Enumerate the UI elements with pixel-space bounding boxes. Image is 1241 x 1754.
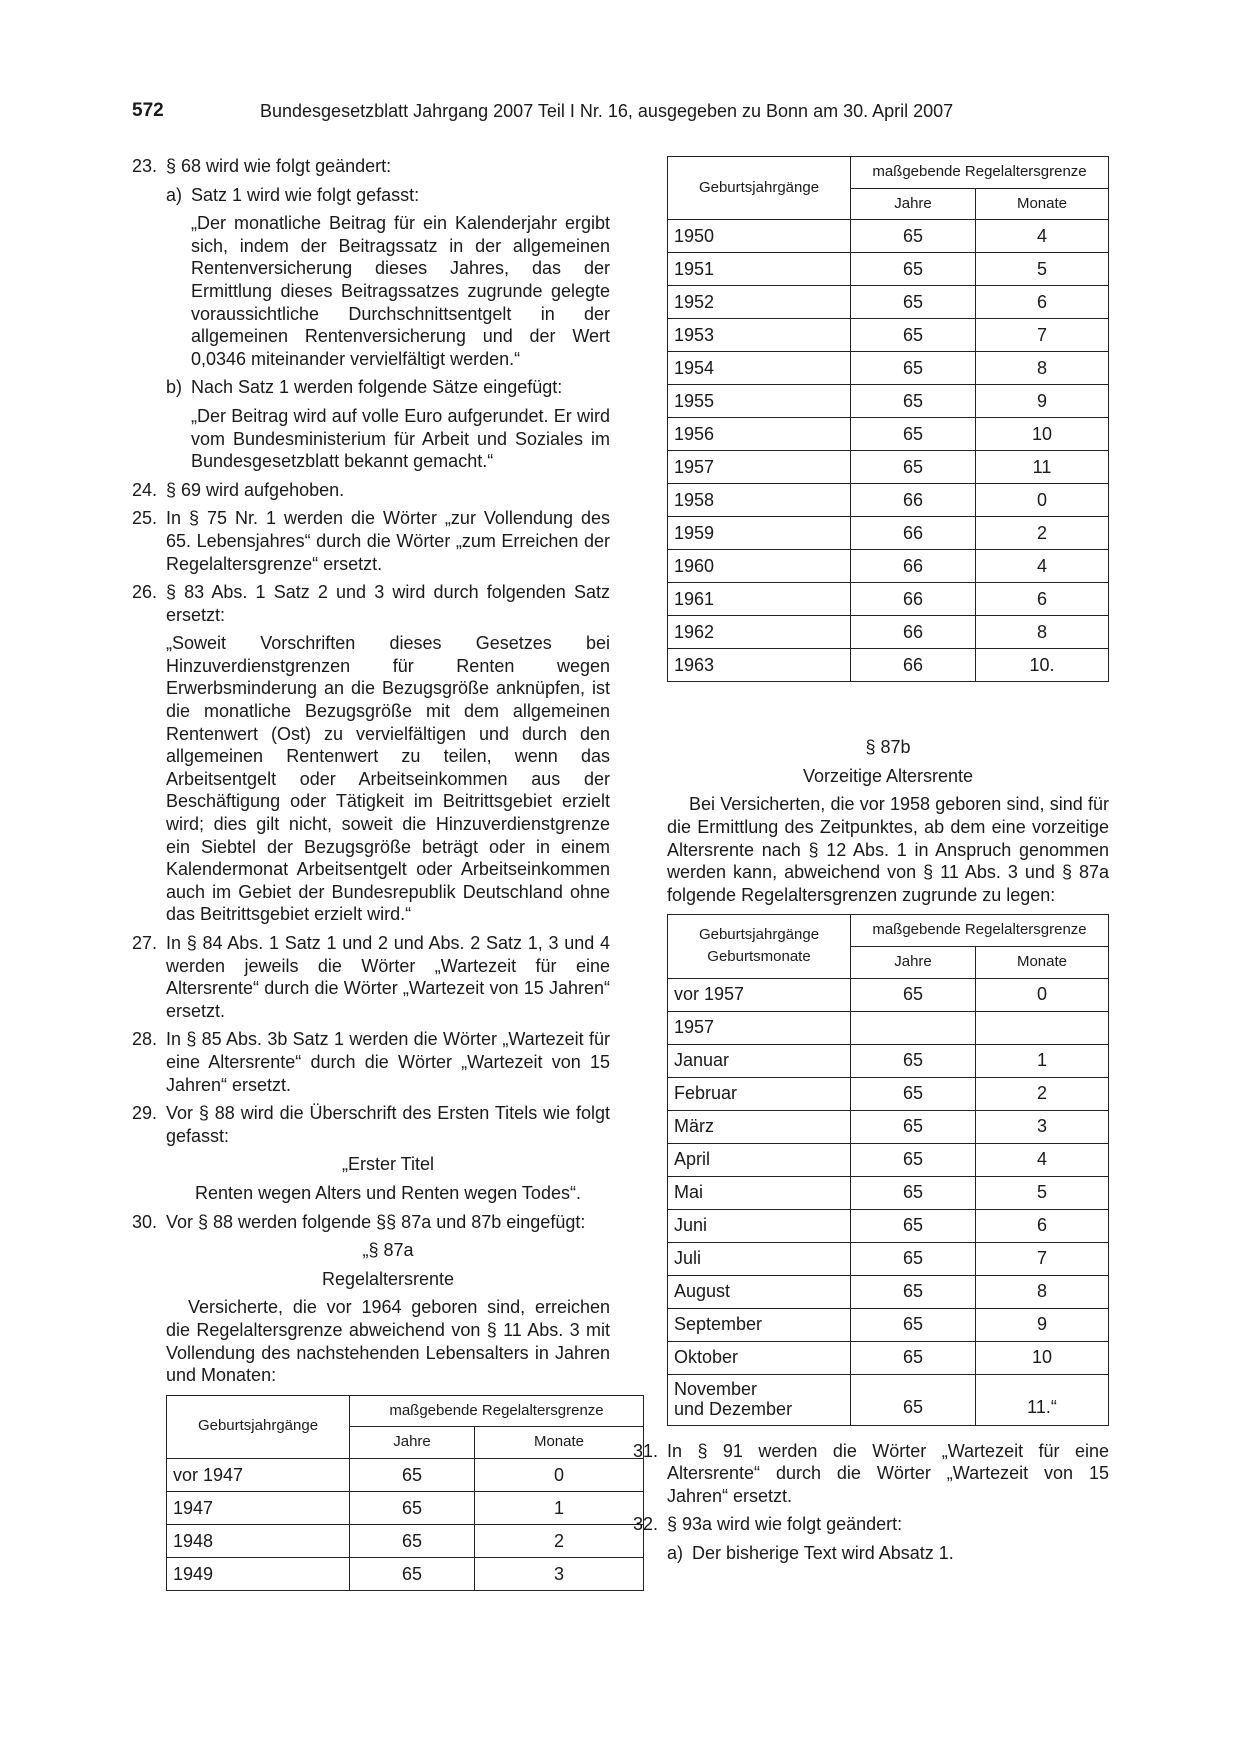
cell-months: 8: [976, 616, 1109, 649]
column-header-birth-year-month: [668, 915, 851, 978]
column-header-birth-year: Geburtsjahrgänge: [668, 157, 851, 220]
sub-item-letter: a): [667, 1542, 684, 1563]
table-row: [668, 1176, 1109, 1209]
cell-months: 7: [976, 319, 1109, 352]
cell-birth-period: März: [668, 1110, 851, 1143]
cell-years: 65: [851, 220, 976, 253]
column-header-months: Monate: [976, 946, 1109, 978]
left-column: [132, 155, 610, 1591]
table-row: [167, 1491, 644, 1524]
section-heading: „§ 87a: [362, 1240, 414, 1261]
list-item: [132, 155, 610, 178]
item-number: 29.: [132, 1103, 158, 1124]
table-row: [668, 1374, 1109, 1425]
cell-birth-year: 1963: [668, 649, 851, 682]
column-header-group: maßgebende Regelaltersgrenze: [851, 157, 1109, 189]
list-item: [132, 479, 610, 502]
table-row: [668, 1275, 1109, 1308]
gazette-title: Bundesgesetzblatt Jahrgang 2007 Teil I Nr. 16, ausgegeben zu Bonn am 30. April 2007: [260, 101, 954, 121]
cell-years: 65: [851, 1044, 976, 1077]
sub-item: [166, 184, 610, 207]
cell-years: 65: [851, 1176, 976, 1209]
cell-birth-year: 1954: [668, 352, 851, 385]
item-text: § 69 wird aufgehoben.: [166, 479, 345, 500]
item-number: 26.: [132, 582, 158, 603]
column-header-months: Monate: [475, 1427, 644, 1459]
cell-years: 65: [851, 1341, 976, 1374]
cell-line-december: und Dezember: [674, 1398, 793, 1419]
column-header-years: Jahre: [350, 1427, 475, 1459]
item-number: 31.: [633, 1440, 659, 1461]
sub-item-letter: a): [166, 184, 183, 205]
table-header-row: [668, 157, 1109, 189]
item-number: 23.: [132, 156, 158, 176]
cell-birth-period: Oktober: [668, 1341, 851, 1374]
cell-months: [976, 1011, 1109, 1044]
cell-months: 6: [976, 583, 1109, 616]
cell-birth-period: Juli: [668, 1242, 851, 1275]
cell-years: 66: [851, 583, 976, 616]
table-row: [668, 1209, 1109, 1242]
sub-item-letter: b): [166, 377, 183, 398]
cell-months: 2: [976, 1077, 1109, 1110]
sub-item-text: Nach Satz 1 werden folgende Sätze eingefügt:: [191, 377, 563, 398]
cell-years: 65: [851, 1374, 976, 1425]
cell-birth-period: September: [668, 1308, 851, 1341]
table-row: [668, 517, 1109, 550]
table-row: [668, 978, 1109, 1011]
cell-years: 65: [851, 1242, 976, 1275]
header-line-years: Geburtsjahrgänge: [698, 925, 820, 943]
cell-birth-year: 1957: [668, 451, 851, 484]
cell-birth-year: 1953: [668, 319, 851, 352]
cell-months: 7: [976, 1242, 1109, 1275]
item-number: 25.: [132, 508, 158, 529]
column-header-years: Jahre: [851, 946, 976, 978]
section-paragraph: Bei Versicherten, die vor 1958 geboren sind, sind für die Ermittlung des Zeitpunktes, ab dem eine vorzeitige Altersrente nach § 12 Abs. 1 in Anspruch genommen werden kann, abweichend von § 11 Abs. 3 und § 87a folgende Regelaltersgrenzen zugrunde zu legen:: [667, 794, 1109, 905]
cell-months: 0: [475, 1458, 644, 1491]
list-item: [132, 1102, 610, 1147]
cell-years: 65: [851, 319, 976, 352]
cell-months: 9: [976, 385, 1109, 418]
cell-months: 1: [475, 1491, 644, 1524]
table-row: [668, 1308, 1109, 1341]
table-row: [668, 352, 1109, 385]
item-text: In § 84 Abs. 1 Satz 1 und 2 und Abs. 2 Satz 1, 3 und 4 werden jeweils die Wörter „Wartezeit für eine Altersrente“ durch die Wörter „Wartezeit von 15 Jahren“ ersetzt.: [166, 933, 610, 1021]
cell-years: 65: [350, 1491, 475, 1524]
item-number: 24.: [132, 479, 158, 500]
cell-years: 66: [851, 649, 976, 682]
table-row: [668, 253, 1109, 286]
cell-months: 10: [976, 418, 1109, 451]
item-number: 30.: [132, 1211, 158, 1232]
item-text: § 93a wird wie folgt geändert:: [667, 1514, 903, 1535]
list-item: [132, 1211, 610, 1234]
cell-birth-year: 1961: [668, 583, 851, 616]
cell-birth-year: 1950: [668, 220, 851, 253]
cell-months: 3: [475, 1557, 644, 1590]
table-row: [668, 1044, 1109, 1077]
cell-birth-period: vor 1957: [668, 978, 851, 1011]
cell-birth-year: 1949: [167, 1557, 350, 1590]
section-title: Vorzeitige Altersrente: [802, 765, 974, 786]
table-header-row: [668, 915, 1109, 947]
cell-months: 6: [976, 1209, 1109, 1242]
list-item: [633, 1440, 1109, 1508]
item-number: 27.: [132, 933, 158, 953]
page-number: 572: [132, 100, 164, 121]
list-item: [132, 581, 610, 626]
cell-years: 65: [350, 1557, 475, 1590]
cell-years: 66: [851, 616, 976, 649]
cell-years: 65: [350, 1524, 475, 1557]
sub-item-text: Satz 1 wird wie folgt gefasst:: [191, 184, 420, 205]
section-paragraph: Versicherte, die vor 1964 geboren sind, erreichen die Regelaltersgrenze abweichend von § 11 Abs. 3 mit Vollendung des nachstehenden Lebensalters in Jahren und Monaten:: [166, 1297, 610, 1386]
cell-years: 66: [851, 550, 976, 583]
table-row: [668, 451, 1109, 484]
column-header-group: maßgebende Regelaltersgrenze: [350, 1395, 644, 1427]
cell-birth-period: April: [668, 1143, 851, 1176]
cell-months: 1: [976, 1044, 1109, 1077]
cell-years: [851, 1011, 976, 1044]
cell-years: 65: [350, 1458, 475, 1491]
table-row: [668, 319, 1109, 352]
cell-months: 9: [976, 1308, 1109, 1341]
table-row: [167, 1458, 644, 1491]
cell-years: 65: [851, 286, 976, 319]
header-line-months: Geburtsmonate: [707, 948, 811, 966]
table-row: [668, 1242, 1109, 1275]
table-row: [668, 418, 1109, 451]
cell-months: 3: [976, 1110, 1109, 1143]
page-header: [132, 100, 1110, 126]
cell-months: 4: [976, 1143, 1109, 1176]
cell-months: 2: [976, 517, 1109, 550]
cell-years: 66: [851, 484, 976, 517]
table-row: [668, 220, 1109, 253]
column-header-group: maßgebende Regelaltersgrenze: [851, 915, 1109, 947]
cell-birth-year: 1962: [668, 616, 851, 649]
cell-months: 10: [976, 1341, 1109, 1374]
right-column: [633, 156, 1109, 1571]
cell-birth-year: 1948: [167, 1524, 350, 1557]
cell-birth-period: [668, 1374, 851, 1425]
table-row: [668, 649, 1109, 682]
age-limit-table: [166, 1395, 644, 1591]
table-row: [668, 286, 1109, 319]
table-row: [668, 385, 1109, 418]
cell-months: 5: [976, 1176, 1109, 1209]
cell-birth-year: 1947: [167, 1491, 350, 1524]
cell-years: 66: [851, 517, 976, 550]
item-text: In § 85 Abs. 3b Satz 1 werden die Wörter „Wartezeit für eine Altersrente“ durch die Wörter „Wartezeit von 15 Jahren“ ersetzt.: [166, 1029, 610, 1095]
cell-months: 8: [976, 1275, 1109, 1308]
list-item: [633, 1513, 1109, 1536]
item-text: Vor § 88 wird die Überschrift des Ersten Titels wie folgt gefasst:: [166, 1103, 610, 1146]
table-row: [167, 1557, 644, 1590]
table-row: [167, 1524, 644, 1557]
cell-line-november: November: [674, 1378, 758, 1399]
cell-birth-year: 1952: [668, 286, 851, 319]
cell-months: 0: [976, 978, 1109, 1011]
table-row: [668, 484, 1109, 517]
sub-item-text: Der bisherige Text wird Absatz 1.: [692, 1542, 954, 1563]
cell-years: 65: [851, 1077, 976, 1110]
cell-years: 65: [851, 253, 976, 286]
item-text: In § 91 werden die Wörter „Wartezeit für eine Altersrente“ durch die Wörter „Wartezeit von 15 Jahren“ ersetzt.: [667, 1440, 1109, 1506]
quoted-text: „Der monatliche Beitrag für ein Kalenderjahr ergibt sich, indem der Beitragssatz in der allgemeinen Rentenversicherung dieses Jahres, das der Ermittlung dieses Beitragssatzes zugrunde gelegte voraussichtliche Durchschnittsentgelt in der allgemeinen Rentenversicherung und der Wert 0,0346 miteinander vervielfältigt werden.“: [191, 213, 610, 369]
column-header-birth-year: Geburtsjahrgänge: [167, 1395, 350, 1458]
cell-birth-year: 1955: [668, 385, 851, 418]
title-heading: „Erster Titel: [341, 1154, 434, 1175]
quoted-text: „Der Beitrag wird auf volle Euro aufgerundet. Er wird vom Bundesministerium für Arbeit und Soziales im Bundesgesetzblatt bekannt gemacht.“: [191, 405, 610, 472]
cell-years: 65: [851, 418, 976, 451]
cell-birth-period: August: [668, 1275, 851, 1308]
table-row: [668, 1341, 1109, 1374]
cell-months: 10.: [976, 649, 1109, 682]
cell-birth-year: 1956: [668, 418, 851, 451]
cell-years: 65: [851, 1308, 976, 1341]
list-item: [132, 1028, 610, 1096]
cell-months: 4: [976, 550, 1109, 583]
table-row: [668, 1110, 1109, 1143]
table-row: [668, 616, 1109, 649]
cell-birth-year: 1951: [668, 253, 851, 286]
item-number: 32.: [633, 1514, 659, 1535]
sub-item: [166, 376, 610, 399]
title-subheading: Renten wegen Alters und Renten wegen Todes“.: [195, 1182, 581, 1203]
cell-months: 8: [976, 352, 1109, 385]
list-item: [132, 932, 610, 1022]
sub-item: [667, 1542, 1109, 1565]
table-row: [668, 1077, 1109, 1110]
cell-birth-period: 1957: [668, 1011, 851, 1044]
cell-years: 65: [851, 1275, 976, 1308]
cell-months: 6: [976, 286, 1109, 319]
section-heading: § 87b: [865, 737, 911, 758]
cell-years: 65: [851, 978, 976, 1011]
cell-years: 65: [851, 1110, 976, 1143]
cell-birth-year: vor 1947: [167, 1458, 350, 1491]
cell-months: 11.“: [976, 1374, 1109, 1425]
quoted-text: „Soweit Vorschriften dieses Gesetzes bei Hinzuverdienstgrenzen für Renten wegen Erwerbsminderung an die Bezugsgröße anknüpfen, ist die monatliche Bezugsgröße mit dem allgemeinen Rentenwert (Ost) zu vervielfältigen und durch den allgemeinen Rentenwert zu teilen, wenn das Arbeitsentgelt oder Arbeitseinkommen aus der Beschäftigung oder Tätigkeit im Beitrittsgebiet erzielt wird; dies gilt nicht, soweit die Hinzuverdienstgrenze ein Siebtel der Bezugsgröße beträgt oder in einem Kalendermonat Arbeitsentgelt oder Arbeitseinkommen auch im Gebiet der Bundesrepublik Deutschland ohne das Beitrittsgebiet erzielt wird.“: [166, 633, 610, 925]
age-limit-table-continued: [667, 156, 1109, 682]
cell-years: 65: [851, 1143, 976, 1176]
cell-years: 65: [851, 451, 976, 484]
early-retirement-table: [667, 914, 1109, 1425]
column-header-years: Jahre: [851, 188, 976, 220]
cell-months: 4: [976, 220, 1109, 253]
item-number: 28.: [132, 1029, 158, 1050]
cell-years: 65: [851, 1209, 976, 1242]
table-header-row: [167, 1395, 644, 1427]
item-text: § 68 wird wie folgt geändert:: [166, 156, 392, 176]
cell-years: 65: [851, 352, 976, 385]
table-row: [668, 550, 1109, 583]
cell-birth-year: 1960: [668, 550, 851, 583]
cell-birth-year: 1959: [668, 517, 851, 550]
table-row: [668, 583, 1109, 616]
cell-months: 0: [976, 484, 1109, 517]
cell-months: 11: [976, 451, 1109, 484]
section-title: Regelaltersrente: [321, 1268, 455, 1289]
table-row: [668, 1011, 1109, 1044]
cell-birth-period: Januar: [668, 1044, 851, 1077]
cell-birth-year: 1958: [668, 484, 851, 517]
cell-birth-period: Mai: [668, 1176, 851, 1209]
cell-years: 65: [851, 385, 976, 418]
item-text: § 83 Abs. 1 Satz 2 und 3 wird durch folgenden Satz ersetzt:: [166, 582, 610, 625]
table-row: [668, 1143, 1109, 1176]
column-header-months: Monate: [976, 188, 1109, 220]
cell-birth-period: Juni: [668, 1209, 851, 1242]
item-text: In § 75 Nr. 1 werden die Wörter „zur Vollendung des 65. Lebensjahres“ durch die Wörter „zum Erreichen der Regelaltersgrenze“ ersetzt.: [166, 508, 610, 574]
cell-months: 2: [475, 1524, 644, 1557]
cell-birth-period: Februar: [668, 1077, 851, 1110]
cell-months: 5: [976, 253, 1109, 286]
item-text: Vor § 88 werden folgende §§ 87a und 87b eingefügt:: [166, 1211, 586, 1232]
list-item: [132, 507, 610, 575]
